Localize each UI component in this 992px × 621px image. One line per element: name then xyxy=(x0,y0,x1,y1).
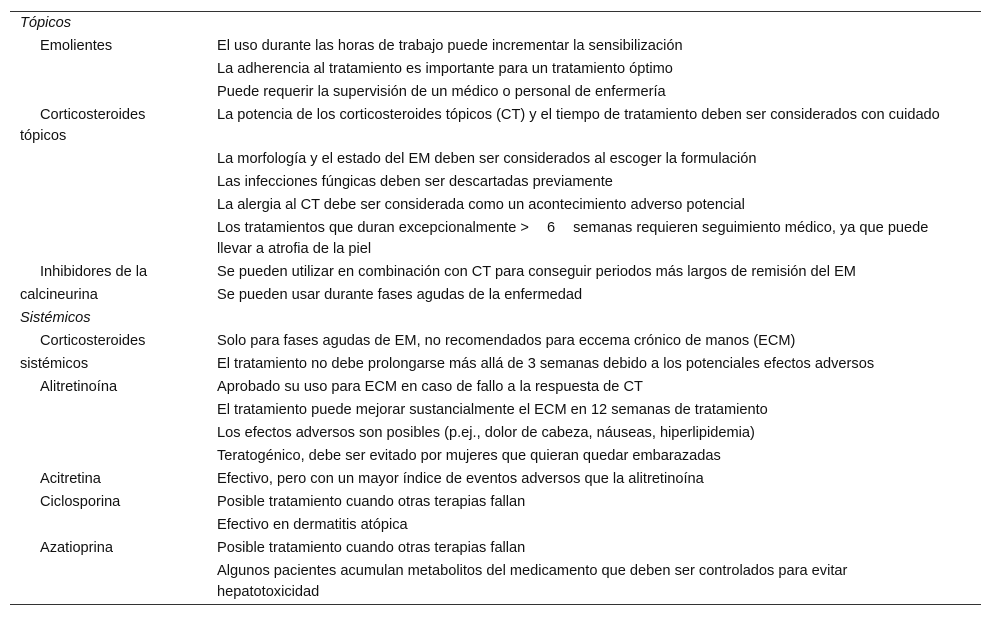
table-row xyxy=(10,353,981,376)
table-row xyxy=(10,445,981,468)
table-row xyxy=(10,261,981,284)
treatment-note: El tratamiento no debe prolongarse más allá de 3 semanas debido a los potenciales efectos adversos xyxy=(217,356,875,372)
treatment-note: La potencia de los corticosteroides tópicos (CT) y el tiempo de tratamiento deben ser considerados con cuidado xyxy=(217,107,940,123)
treatment-note: La morfología y el estado del EM deben ser considerados al escoger la formulación xyxy=(217,151,757,167)
table-row xyxy=(10,468,981,491)
table-row xyxy=(10,104,981,148)
treatment-table xyxy=(10,11,981,605)
treatment-note: El tratamiento puede mejorar sustancialmente el ECM en 12 semanas de tratamiento xyxy=(217,402,768,418)
table-row xyxy=(10,35,981,58)
table-row xyxy=(10,284,981,307)
treatment-name: Azatioprina xyxy=(40,540,114,556)
treatment-note: Los tratamientos que duran excepcionalmente > 6 semanas requieren seguimiento médico, ya que puede llevar a atrofia de la piel xyxy=(217,220,929,257)
table-row xyxy=(10,81,981,104)
treatment-note: Solo para fases agudas de EM, no recomendados para eccema crónico de manos (ECM) xyxy=(217,333,796,349)
treatment-note: Se pueden utilizar en combinación con CT para conseguir periodos más largos de remisión del EM xyxy=(217,264,856,280)
table-row xyxy=(10,514,981,537)
table-row xyxy=(10,171,981,194)
table-row xyxy=(10,422,981,445)
table-row xyxy=(10,217,981,261)
treatment-note: Aprobado su uso para ECM en caso de fallo a la respuesta de CT xyxy=(217,379,643,395)
treatment-name: Inhibidores de la xyxy=(40,264,148,280)
treatment-name: Emolientes xyxy=(40,38,113,54)
treatment-note: Posible tratamiento cuando otras terapias fallan xyxy=(217,540,526,556)
treatment-name-cont: calcineurina xyxy=(20,287,98,303)
treatment-note: Posible tratamiento cuando otras terapias fallan xyxy=(217,494,526,510)
section-title: Sistémicos xyxy=(20,310,91,326)
table-row xyxy=(10,148,981,171)
treatment-note: La alergia al CT debe ser considerada como un acontecimiento adverso potencial xyxy=(217,197,745,213)
treatment-name: Acitretina xyxy=(40,471,101,487)
table-row xyxy=(10,537,981,560)
table-row xyxy=(10,194,981,217)
treatment-note: La adherencia al tratamiento es importante para un tratamiento óptimo xyxy=(217,61,673,77)
table-row xyxy=(10,491,981,514)
treatment-name: Alitretinoína xyxy=(40,379,118,395)
treatment-note: Puede requerir la supervisión de un médico o personal de enfermería xyxy=(217,84,666,100)
table-row xyxy=(10,399,981,422)
treatment-note: Las infecciones fúngicas deben ser descartadas previamente xyxy=(217,174,613,190)
treatment-note: Se pueden usar durante fases agudas de la enfermedad xyxy=(217,287,583,303)
treatment-name-cont: sistémicos xyxy=(20,356,89,372)
table-row xyxy=(10,58,981,81)
table-row xyxy=(10,560,981,604)
treatment-note: Efectivo en dermatitis atópica xyxy=(217,517,408,533)
treatment-name: Ciclosporina xyxy=(40,494,121,510)
section-title: Tópicos xyxy=(20,15,72,31)
treatment-name: Corticosteroides xyxy=(40,333,146,349)
treatment-note: Efectivo, pero con un mayor índice de eventos adversos que la alitretinoína xyxy=(217,471,704,487)
treatment-note: El uso durante las horas de trabajo puede incrementar la sensibilización xyxy=(217,38,683,54)
treatment-note: Los efectos adversos son posibles (p.ej., dolor de cabeza, náuseas, hiperlipidemia) xyxy=(217,425,755,441)
treatment-name: Corticosteroides xyxy=(40,107,146,123)
table-row xyxy=(10,376,981,399)
treatment-name-cont: tópicos xyxy=(20,128,67,144)
treatment-note: Algunos pacientes acumulan metabolitos del medicamento que deben ser controlados para evitar hepatotoxicidad xyxy=(217,563,848,600)
treatment-note: Teratogénico, debe ser evitado por mujeres que quieran quedar embarazadas xyxy=(217,448,721,464)
table-row xyxy=(10,330,981,353)
